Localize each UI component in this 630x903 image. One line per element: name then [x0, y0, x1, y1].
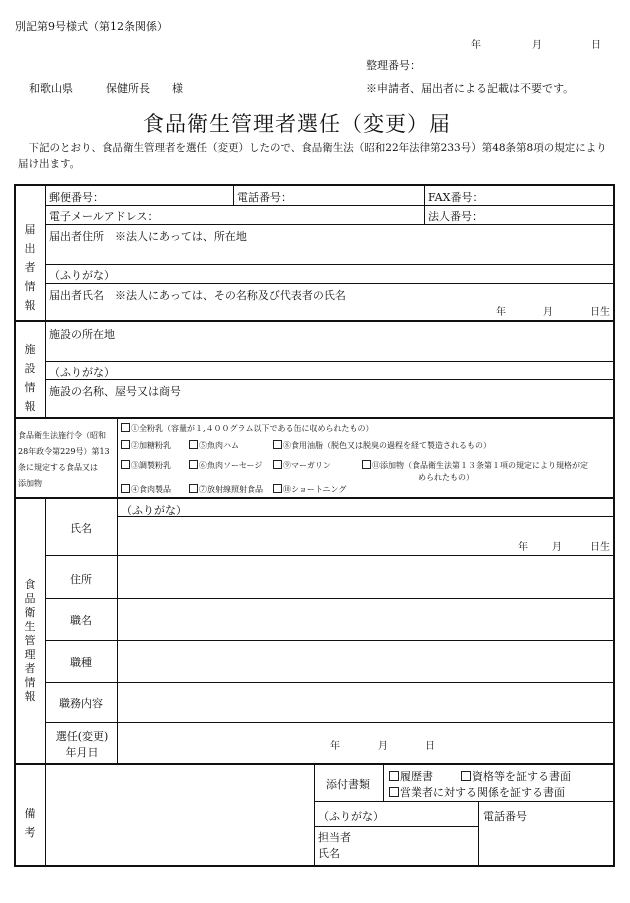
notifier-birth-month: 月: [543, 307, 553, 318]
manager-position-label: 職名: [70, 614, 92, 627]
checkbox-icon: [189, 484, 198, 493]
manager-duties-label: 職務内容: [59, 697, 103, 710]
checkbox-icon: [121, 423, 130, 432]
checkbox-icon: [121, 460, 130, 469]
food-item-11-continued: められたもの）: [418, 473, 474, 482]
appointment-date-label: 選任(変更) 年月日: [55, 730, 109, 759]
checkbox-icon: [273, 484, 282, 493]
food-item-10[interactable]: ⑩ショートニング: [273, 484, 346, 495]
reference-number-label: 整理番号：: [366, 59, 421, 72]
fax-label: FAX番号：: [428, 191, 484, 204]
checkbox-icon: [121, 484, 130, 493]
email-label: 電子メールアドレス：: [49, 210, 159, 223]
attachments-label: 添付書類: [326, 778, 370, 791]
notifier-address-label: 届出者住所 ※法人にあっては、所在地: [49, 230, 247, 243]
food-item-4[interactable]: ④食肉製品: [121, 484, 171, 495]
checkbox-icon: [189, 440, 198, 449]
addressee: 和歌山県 保健所長 様: [29, 82, 183, 95]
food-category-label: 食品衛生法施行令（昭和 28年政令第229号）第13 条に規定する食品又は 添加物: [18, 431, 110, 488]
corporate-number-label: 法人番号：: [428, 210, 483, 223]
food-item-1[interactable]: ①全粉乳（容量が１,４００グラム以下である缶に収められたもの）: [121, 423, 373, 434]
facility-location-label: 施設の所在地: [49, 328, 115, 341]
checkbox-icon: [189, 460, 198, 469]
page-title: 食品衛生管理者選任（変更）届: [143, 112, 451, 136]
food-item-5[interactable]: ⑤魚肉ハム: [189, 440, 239, 451]
section-label-facility: 施設情報: [24, 343, 36, 413]
checkbox-icon: [273, 440, 282, 449]
notifier-name-label: 届出者氏名 ※法人にあっては、その名称及び代表者の氏名: [49, 289, 346, 302]
intro-text: 下記のとおり、食品衛生管理者を選任（変更）したので、食品衛生法（昭和22年法律第233号）第48条第8項の規定により届け出ます。: [18, 142, 607, 170]
header-day: 日: [591, 40, 601, 51]
section-label-remarks: 備考: [24, 807, 36, 839]
notifier-birth-year: 年: [496, 307, 506, 318]
office-use-note: ※申請者、届出者による記載は不要です。: [366, 82, 575, 95]
section-label-manager: 食品衛生管理者情報: [24, 578, 36, 703]
checkbox-icon: [121, 440, 130, 449]
section-label-notifier: 届出者情報: [24, 223, 36, 312]
contact-person-label: 担当者 氏名: [318, 831, 351, 860]
appointment-month: 月: [378, 741, 388, 752]
attachment-qualification[interactable]: 資格等を証する書面: [461, 768, 571, 784]
contact-furigana-label: （ふりがな）: [318, 810, 384, 823]
food-item-11[interactable]: ⑪添加物（食品衛生法第１３条第１項の規定により規格が定: [362, 460, 588, 471]
facility-name-label: 施設の名称、屋号又は商号: [49, 385, 181, 398]
manager-address-label: 住所: [70, 573, 92, 586]
manager-name-label: 氏名: [70, 522, 92, 535]
manager-birth-month: 月: [552, 542, 562, 553]
food-item-3[interactable]: ③調製粉乳: [121, 460, 171, 471]
notifier-furigana-label: （ふりがな）: [49, 269, 115, 282]
checkbox-icon: [389, 787, 399, 797]
attachment-relationship[interactable]: 営業者に対する関係を証する書面: [389, 784, 565, 800]
header-month: 月: [532, 40, 542, 51]
food-item-2[interactable]: ②加糖粉乳: [121, 440, 171, 451]
phone-label: 電話番号：: [237, 191, 292, 204]
checkbox-icon: [362, 460, 371, 469]
food-item-9[interactable]: ⑨マーガリン: [273, 460, 331, 471]
form-number: 別記第9号様式（第12条関係）: [15, 20, 168, 33]
attachment-resume[interactable]: 履歴書: [389, 768, 433, 784]
notifier-birth-day: 日生: [590, 307, 610, 318]
checkbox-icon: [461, 771, 471, 781]
manager-birth-day: 日生: [590, 542, 610, 553]
manager-furigana-label: （ふりがな）: [121, 504, 187, 517]
checkbox-icon: [273, 460, 282, 469]
food-item-6[interactable]: ⑥魚肉ソーセージ: [189, 460, 262, 471]
postal-code-label: 郵便番号：: [49, 191, 104, 204]
contact-phone-label: 電話番号: [483, 810, 527, 823]
appointment-year: 年: [330, 741, 340, 752]
manager-birth-year: 年: [518, 542, 528, 553]
header-year: 年: [471, 40, 481, 51]
manager-job-type-label: 職種: [70, 656, 92, 669]
food-item-7[interactable]: ⑦放射線照射食品: [189, 484, 263, 495]
checkbox-icon: [389, 771, 399, 781]
facility-furigana-label: （ふりがな）: [49, 366, 115, 379]
appointment-day: 日: [425, 741, 435, 752]
food-item-8[interactable]: ⑧食用油脂（脱色又は脱臭の過程を経て製造されるもの）: [273, 440, 491, 451]
